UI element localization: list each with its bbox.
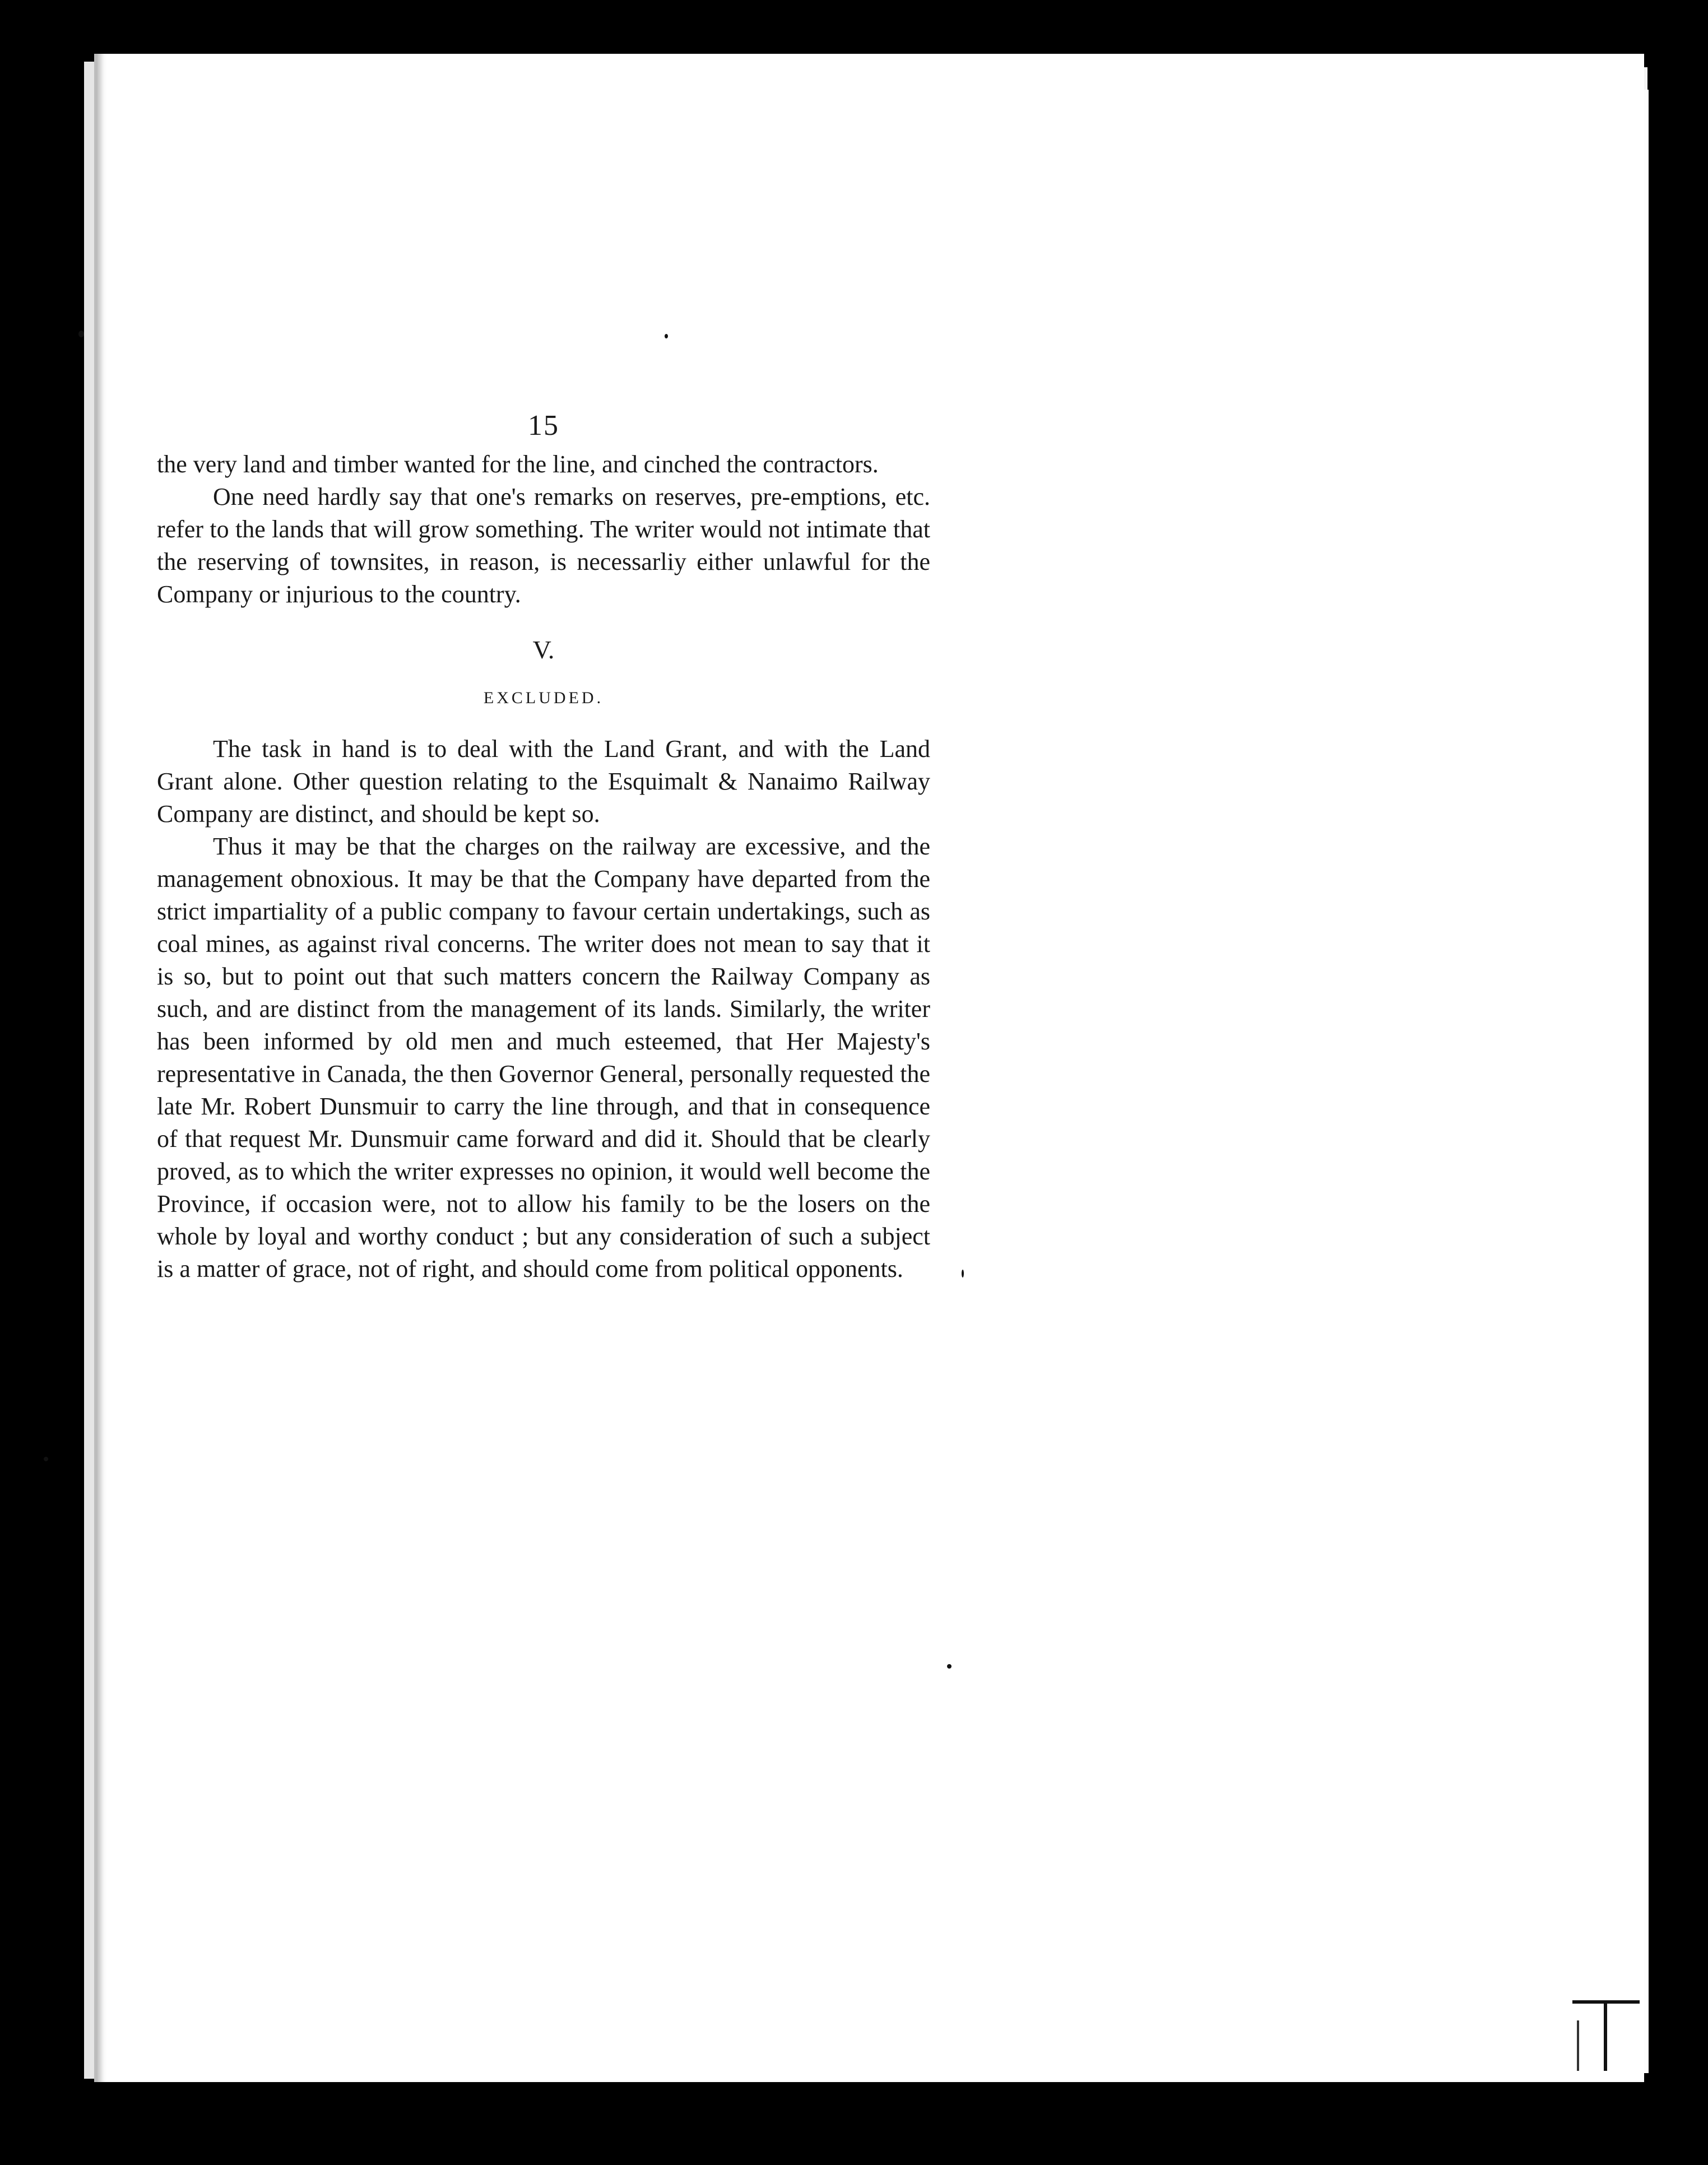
section-title: EXCLUDED. [483,689,604,707]
section-numeral: V. [532,635,555,664]
scan-speck [962,1270,964,1277]
scan-speck [44,1457,48,1461]
paragraph-railway-charges: Thus it may be that the charges on the railway are excessive, and the management obnoxious. It may be that the Company have departed from the strict impartiality of a public company to favour certain undertakings, such as coal mines, as against rival concerns. The writer does not mean to say that it is so, but to point out that such matters concern the Railway Company as such, and are distinct from the management of its lands. Similarly, the writer has been informed by old men and much esteemed, that Her Majesty's representative in Canada, the then Governor General, personally requested the late Mr. Robert Dunsmuir to carry the line through, and that in consequence of that request Mr. Dunsmuir came forward and did it. Should that be clearly proved, as to which the writer expresses no opinion, it would well become the Province, if occasion were, not to allow his family to be the losers on the whole by loyal and worthy conduct ; but any consideration of such a subject is a matter of grace, not of right, and should come from political opponents. [157,833,930,1283]
scan-corner-mark [1572,2000,1640,2071]
paragraph-reserves: One need hardly say that one's remarks on reserves, pre-emptions, etc. refer to the lands that will grow something. The writer would not intimate that the reserving of townsites, in reason, is necessarliy either unlawful for the Company or injurious to the country. [157,483,930,608]
scan-speck [665,334,668,338]
scan-speck [78,331,84,337]
page-binding-edge [84,62,95,2079]
paragraph-land-grant: The task in hand is to deal with the Land Grant, and with the Land Grant alone. Other question relating to the Esquimalt & Nanaimo Railway Company are distinct, and should be kept so. [157,735,930,828]
page-number: 15 [528,410,559,442]
scan-speck [947,1664,952,1669]
paragraph-continuation: the very land and timber wanted for the line, and cinched the contractors. [157,450,879,478]
page-text [157,403,930,1285]
